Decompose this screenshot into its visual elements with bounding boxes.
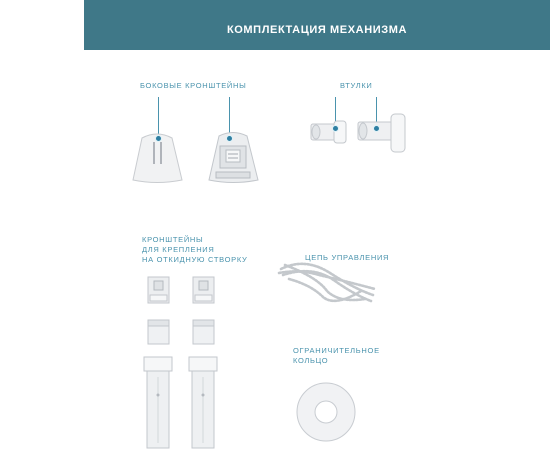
header-title: КОМПЛЕКТАЦИЯ МЕХАНИЗМА [226, 24, 408, 36]
sash-plate-icon [191, 318, 216, 346]
label-side-brackets: БОКОВЫЕ КРОНШТЕЙНЫ [140, 81, 247, 90]
bushing-icon [355, 112, 410, 154]
label-bushings: ВТУЛКИ [340, 81, 373, 90]
callout-dot [332, 125, 339, 132]
sash-plate-icon [146, 318, 171, 346]
sash-rail-icon [187, 355, 219, 450]
sash-clip-icon [191, 275, 216, 305]
stop-ring-icon [294, 380, 358, 444]
side-bracket-back-icon [206, 130, 261, 185]
header-bar [84, 0, 550, 50]
callout-dot [373, 125, 380, 132]
label-sash-brackets-line3: НА ОТКИДНУЮ СТВОРКУ [142, 255, 248, 264]
callout-dot [155, 135, 162, 142]
sash-clip-icon [146, 275, 171, 305]
callout-dot [226, 135, 233, 142]
label-sash-brackets-line2: ДЛЯ КРЕПЛЕНИЯ [142, 245, 215, 254]
label-control-chain: ЦЕПЬ УПРАВЛЕНИЯ [305, 253, 390, 262]
bushing-icon [308, 118, 353, 148]
bead-chain-icon [275, 255, 380, 310]
label-stop-ring-line2: КОЛЬЦО [293, 356, 329, 365]
sash-rail-icon [142, 355, 174, 450]
label-sash-brackets-line1: КРОНШТЕЙНЫ [142, 235, 204, 244]
label-stop-ring-line1: ОГРАНИЧИТЕЛЬНОЕ [293, 346, 380, 355]
